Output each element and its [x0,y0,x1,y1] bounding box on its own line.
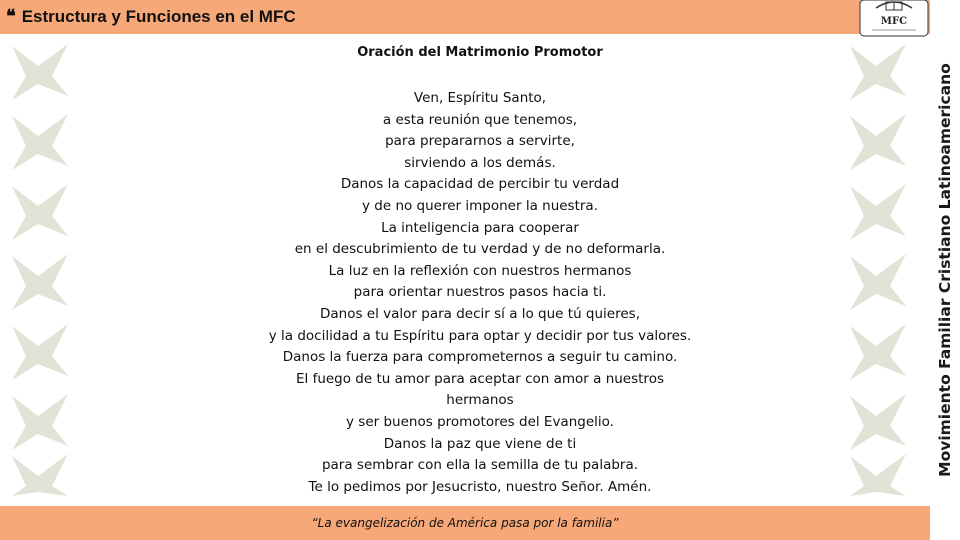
prayer-line: La inteligencia para cooperar [381,219,579,236]
slide-title [6,6,296,27]
prayer-line: a esta reunión que tenemos, [382,111,578,128]
prayer-line: y de no querer imponer la nuestra. [362,197,598,214]
prayer-line: Danos la paz que viene de ti [383,435,577,452]
prayer-line: para sembrar con ella la semilla de tu palabra. [321,457,639,474]
prayer-line: para orientar nuestros pasos hacia ti. [353,284,607,301]
quote-icon: ❝ [6,6,16,26]
prayer-text [180,88,780,498]
prayer-line: Danos la capacidad de percibir tu verdad [340,176,620,193]
prayer-line: Danos la fuerza para comprometernos a seguir tu camino. [282,349,678,366]
dove-pattern-icon [8,36,72,498]
prayer-line: Danos el valor para decir sí a lo que tú quieres, [320,305,640,322]
slide-title-text: Estructura y Funciones en el MFC [21,7,296,26]
prayer-line: para prepararnos a servirte, [385,133,575,150]
prayer-heading: Oración del Matrimonio Promotor [357,45,603,60]
prayer-line: y la docilidad a tu Espíritu para optar y decidir por tus valores. [268,327,692,344]
prayer-line: Ven, Espíritu Santo, [413,90,547,106]
sidebar-vertical [930,0,960,540]
header-bar [0,0,930,34]
footer-motto: “La evangelización de América pasa por la familia” [311,516,619,530]
emblem-text: MFC [880,16,908,27]
prayer-line: y ser buenos promotores del Evangelio. [346,413,614,430]
prayer-line: sirviendo a los demás. [404,154,556,171]
prayer-line: en el descubrimiento de tu verdad y de no deformarla. [294,241,666,258]
prayer-line: hermanos [446,392,514,409]
prayer-line: Te lo pedimos por Jesucristo, nuestro Señor. Amén. [308,478,652,495]
prayer-line: La luz en la reflexión con nuestros hermanos [328,262,632,279]
mfc-logo-icon [858,0,930,38]
organization-name: Movimiento Familiar Cristiano Latinoamericano [936,63,954,477]
prayer-line: El fuego de tu amor para aceptar con amor a nuestros [296,370,664,387]
dove-pattern-icon [846,36,910,498]
